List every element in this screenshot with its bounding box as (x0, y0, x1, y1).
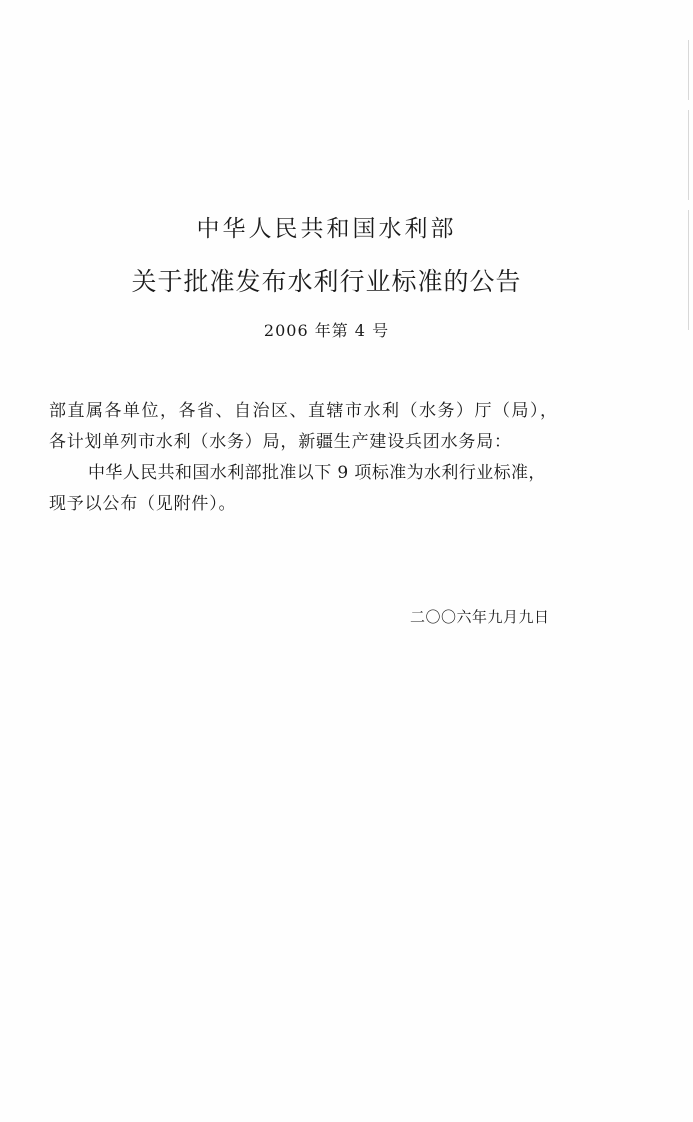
addressee-line-2: 各计划单列市水利（水务）局，新疆生产建设兵团水务局： (49, 432, 512, 452)
addressee-line-1: 部直属各单位，各省、自治区、直辖市水利（水务）厅（局）， (49, 401, 559, 421)
document-number: 2006 年第 4 号 (263, 321, 390, 340)
scan-margin-mark (688, 110, 689, 200)
issue-date: 二〇〇六年九月九日 (410, 608, 550, 626)
scan-margin-mark (688, 40, 689, 100)
scan-margin-mark (688, 210, 689, 330)
announcement-line-1: 中华人民共和国水利部批准以下 9 项标准为水利行业标准， (88, 463, 546, 483)
document-title: 关于批准发布水利行业标准的公告 (131, 267, 522, 296)
issuer-heading: 中华人民共和国水利部 (196, 216, 457, 242)
announcement-line-2: 现予以公布（见附件）。 (49, 494, 237, 514)
